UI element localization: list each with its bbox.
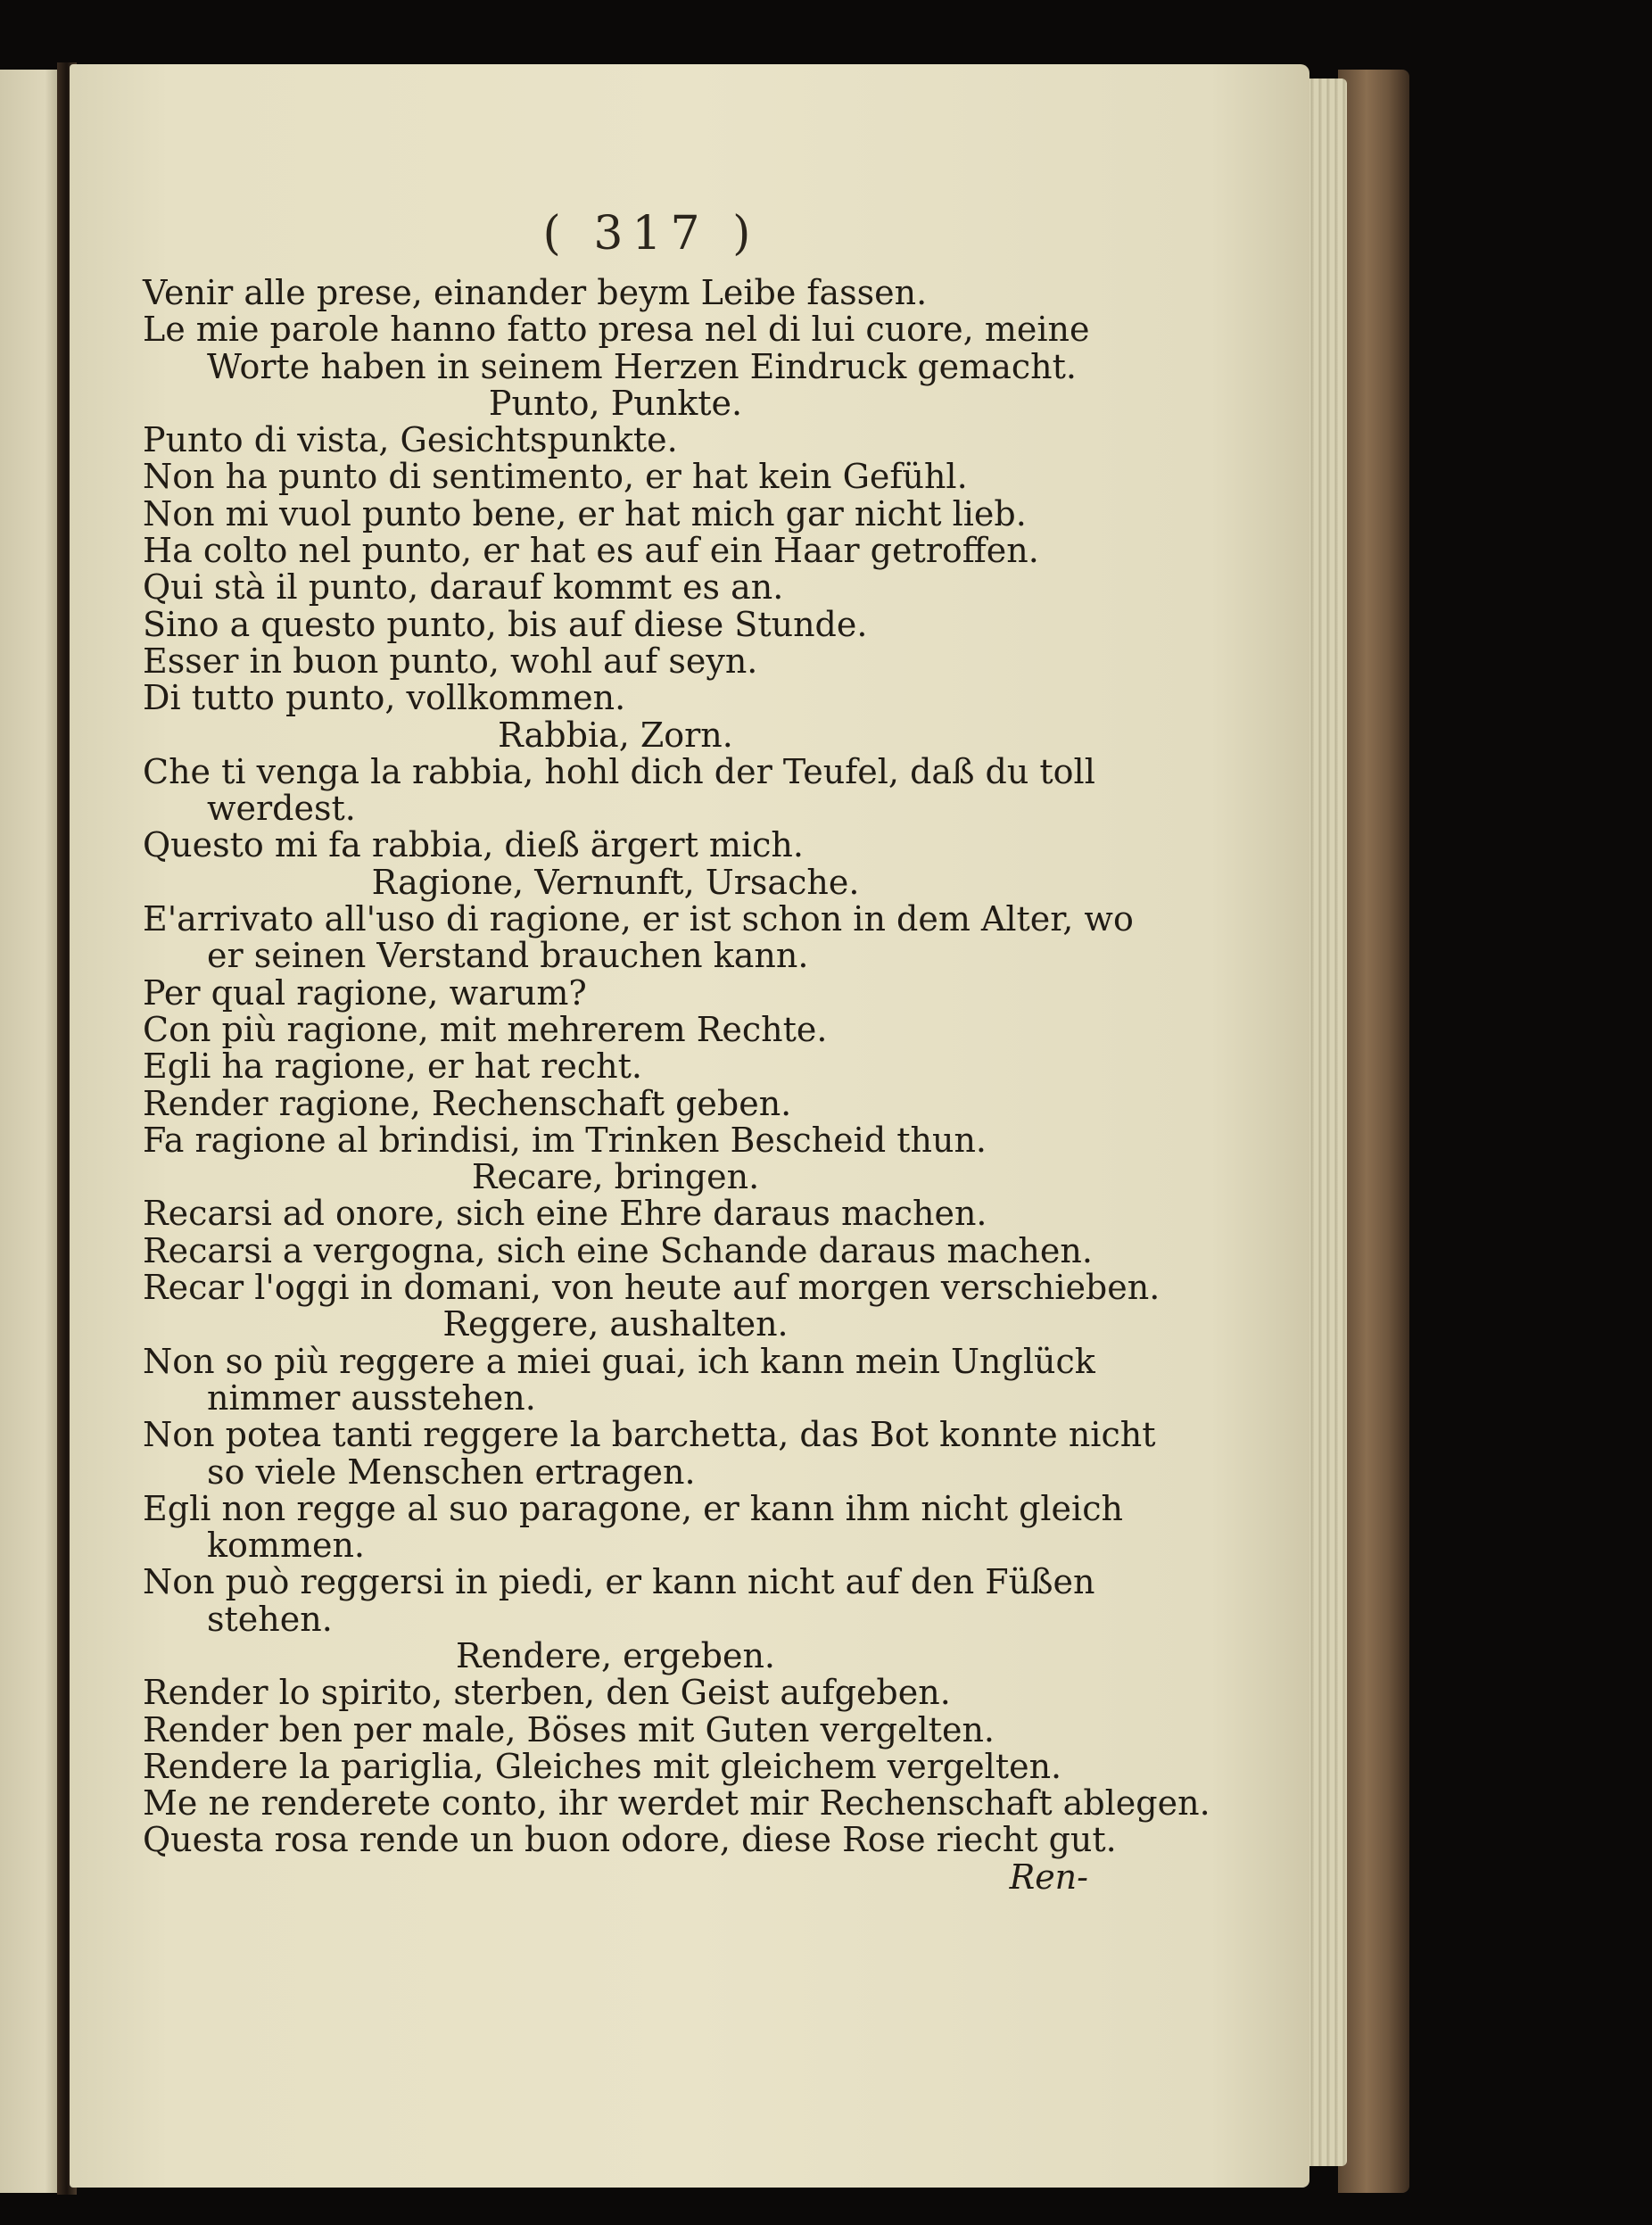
text-line: Esser in buon punto, wohl auf seyn. <box>143 641 758 681</box>
text-line: Render ben per male, Böses mit Guten vergelten. <box>143 1709 995 1749</box>
text-line: Render ragione, Rechenschaft geben. <box>143 1083 792 1123</box>
text-line: Worte haben in seinem Herzen Eindruck gemacht. <box>207 346 1077 386</box>
text-line: Recar l'oggi in domani, von heute auf morgen verschieben. <box>143 1268 1161 1308</box>
text-line: Render lo spirito, sterben, den Geist aufgeben. <box>143 1673 951 1713</box>
text-line: Con più ragione, mit mehrerem Rechte. <box>143 1009 828 1049</box>
text-line: Ren- <box>1009 1857 1088 1897</box>
text-line: Questo mi fa rabbia, dieß ärgert mich. <box>143 825 804 865</box>
text-line: Non potea tanti reggere la barchetta, das Bot konnte nicht <box>143 1415 1156 1455</box>
text-line: Me ne renderete conto, ihr werdet mir Rechenschaft ablegen. <box>143 1783 1210 1824</box>
left-page-edge <box>0 70 64 2193</box>
text-line: Non può reggersi in piedi, er kann nicht auf den Füßen <box>143 1562 1095 1602</box>
text-line: Qui stà il punto, darauf kommt es an. <box>143 567 784 608</box>
text-line: Punto di vista, Gesichtspunkte. <box>143 420 678 460</box>
text-line: nimmer ausstehen. <box>207 1377 536 1418</box>
text-line: Recare, bringen. <box>471 1157 760 1197</box>
text-line: er seinen Verstand brauchen kann. <box>207 936 809 976</box>
text-line: Non so più reggere a miei guai, ich kann mein Unglück <box>143 1341 1095 1381</box>
text-line: Rabbia, Zorn. <box>498 715 733 755</box>
text-line: Recarsi ad onore, sich eine Ehre daraus machen. <box>143 1194 987 1234</box>
text-line: Per qual ragione, warum? <box>143 972 587 1013</box>
text-line: kommen. <box>207 1526 366 1566</box>
text-line: Di tutto punto, vollkommen. <box>143 678 626 718</box>
text-line: Che ti venga la rabbia, hohl dich der Teufel, daß du toll <box>143 751 1095 791</box>
text-line: Egli non regge al suo paragone, er kann ihm nicht gleich <box>143 1488 1123 1528</box>
text-line: Non mi vuol punto bene, er hat mich gar nicht lieb. <box>143 493 1027 534</box>
text-line: Venir alle prese, einander beym Leibe fassen. <box>143 273 928 312</box>
text-line: Fa ragione al brindisi, im Trinken Bescheid thun. <box>143 1120 987 1160</box>
text-line: stehen. <box>207 1599 333 1639</box>
text-line: Rendere, ergeben. <box>455 1635 776 1675</box>
text-line: Questa rosa rende un buon odore, diese Rose riecht gut. <box>143 1820 1117 1860</box>
text-line: Rendere la pariglia, Gleiches mit gleichem vergelten. <box>143 1746 1062 1786</box>
text-line: so viele Menschen ertragen. <box>207 1452 696 1492</box>
text-line: Punto, Punkte. <box>488 383 743 423</box>
book-cover-edge <box>1338 70 1409 2193</box>
text-line: E'arrivato all'uso di ragione, er ist schon in dem Alter, wo <box>143 899 1134 939</box>
text-line: Egli ha ragione, er hat recht. <box>143 1046 642 1087</box>
text-line: Reggere, aushalten. <box>442 1304 789 1344</box>
text-line: werdest. <box>207 789 356 829</box>
text-line: Recarsi a vergogna, sich eine Schande daraus machen. <box>143 1230 1093 1270</box>
dictionary-text <box>143 273 1210 1897</box>
text-line: Sino a questo punto, bis auf diese Stunde. <box>143 604 868 644</box>
page-number: ( 317 ) <box>542 207 760 261</box>
text-line: Non ha punto di sentimento, er hat kein Gefühl. <box>143 457 968 497</box>
text-line: Le mie parole hanno fatto presa nel di lui cuore, meine <box>143 310 1090 350</box>
text-line: Ha colto nel punto, er hat es auf ein Haar getroffen. <box>143 531 1039 571</box>
text-line: Ragione, Vernunft, Ursache. <box>371 862 860 902</box>
